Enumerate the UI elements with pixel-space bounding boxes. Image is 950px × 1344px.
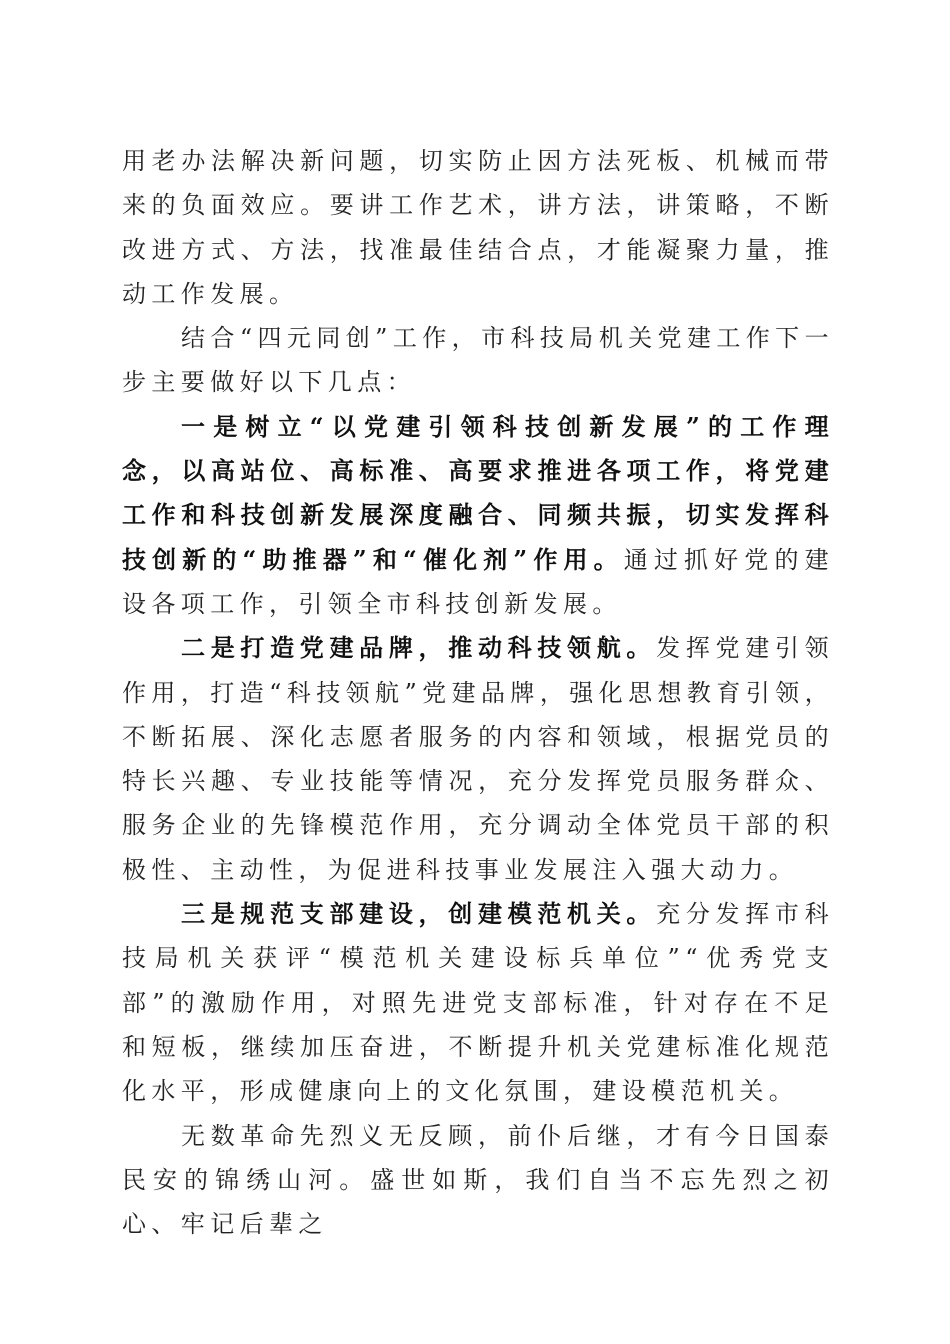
document-page [122,139,834,1246]
paragraph-intro [122,316,834,405]
paragraph-text: 用老办法解决新问题，切实防止因方法死板、机械而带来的负面效应。要讲工作艺术，讲方法，讲策略，不断改进方式、方法，找准最佳结合点，才能凝聚力量，推动工作发展。 [122,147,834,308]
paragraph-point-three [122,892,834,1113]
paragraph-point-two [122,626,834,892]
paragraph-text: 结合“四元同创”工作，市科技局机关党建工作下一步主要做好以下几点： [122,324,834,397]
paragraph-closing [122,1114,834,1247]
paragraph-text: 通过抓好党的建设各项工作，引领全市科技创新发展。 [122,545,834,618]
paragraph-point-one [122,405,834,626]
paragraph-text: 无数革命先烈义无反顾，前仆后继，才有今日国泰民安的锦绣山河。盛世如斯，我们自当不忘先烈之初心、牢记后辈之 [122,1121,834,1239]
paragraph-continuation [122,139,834,316]
paragraph-text: 充分发挥市科技局机关获评“模范机关建设标兵单位”“优秀党支部”的激励作用，对照先进党支部标准，针对存在不足和短板，继续加压奋进，不断提升机关党建标准化规范化水平，形成健康向上的文化氛围，建设模范机关。 [122,900,834,1106]
paragraph-bold-lead: 二是打造党建品牌，推动科技领航。 [181,633,657,663]
paragraph-bold-lead: 三是规范支部建设，创建模范机关。 [181,899,657,929]
paragraph-bold-lead: 一是树立“以党建引领科技创新发展”的工作理念，以高站位、高标准、高要求推进各项工作，将党建工作和科技创新发展深度融合、同频共振，切实发挥科技创新的“助推器”和“催化剂”作用。 [122,411,834,574]
paragraph-text: 发挥党建引领作用，打造“科技领航”党建品牌，强化思想教育引领，不断拓展、深化志愿者服务的内容和领域，根据党员的特长兴趣、专业技能等情况，充分发挥党员服务群众、服务企业的先锋模范作用，充分调动全体党员干部的积极性、主动性，为促进科技事业发展注入强大动力。 [122,634,834,884]
